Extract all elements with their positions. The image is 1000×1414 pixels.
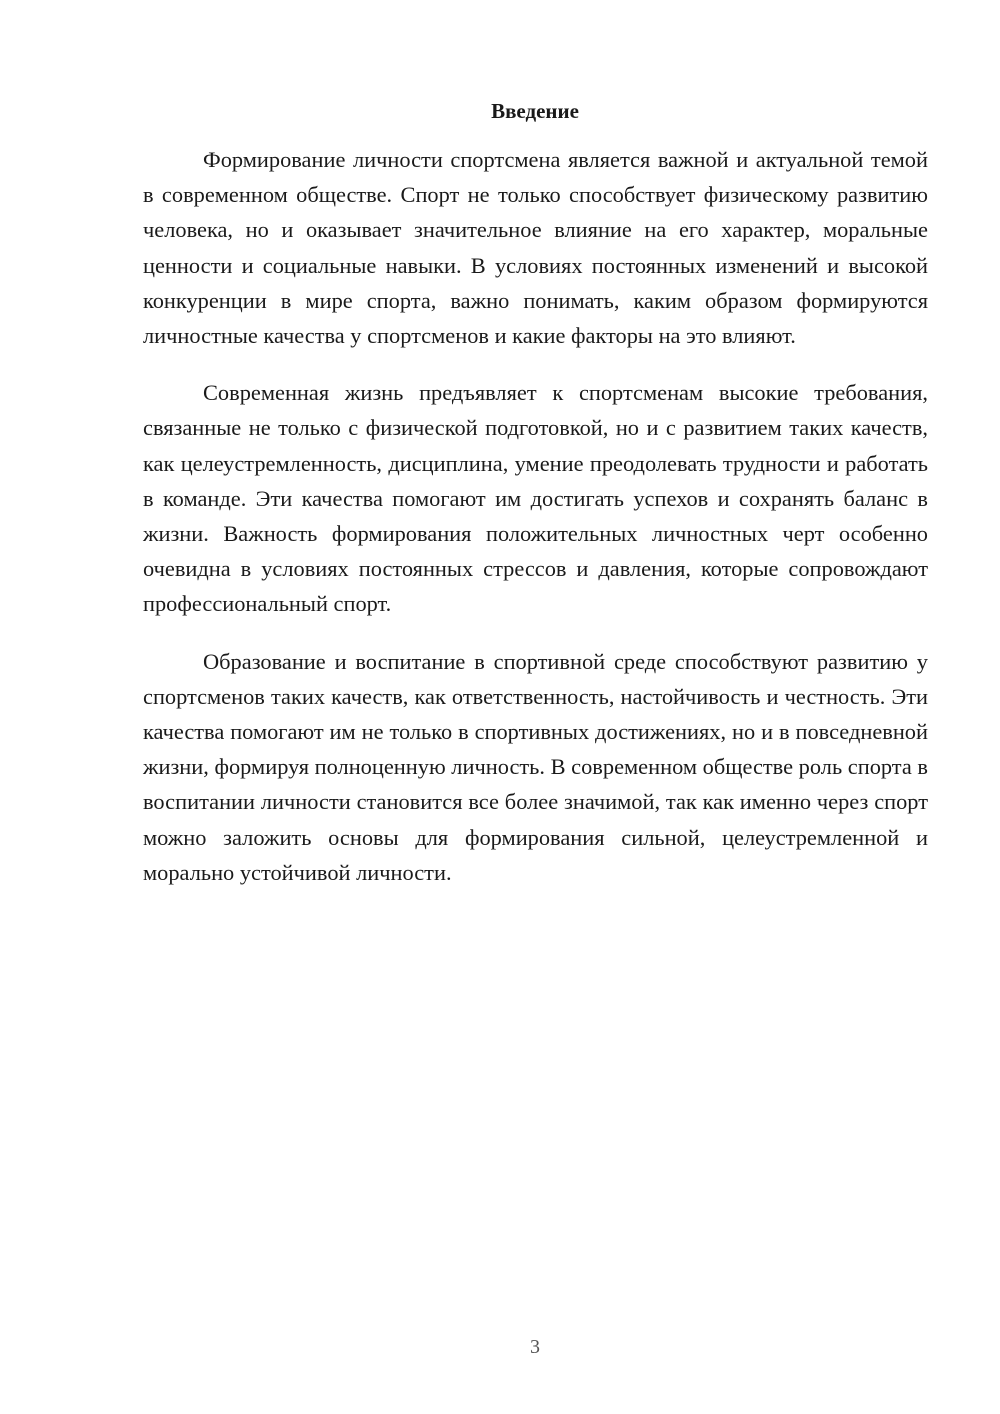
paragraph-3: Образование и воспитание в спортивной среде способствуют развитию у спортсменов таких качеств, как ответственность, настойчивость и честность. Эти качества помогают им не только в спортивных достижениях, но и в повседневной жизни, формируя полноценную личность. В современном обществе роль спорта в воспитании личности становится все более значимой, так как именно через спорт можно заложить основы для формирования сильной, целеустремленной и морально устойчивой личности. [143,648,928,885]
page-title: Введение [491,99,579,123]
paragraph-1: Формирование личности спортсмена является важной и актуальной темой в современном обществе. Спорт не только способствует физическому развитию человека, но и оказывает значительное влияние на его характер, моральные ценности и социальные навыки. В условиях постоянных изменений и высокой конкуренции в мире спорта, важно понимать, каким образом формируются личностные качества у спортсменов и какие факторы на это влияют. [143,147,928,349]
body-text [143,142,928,912]
paragraph-2: Современная жизнь предъявляет к спортсменам высокие требования, связанные не только с физической подготовкой, но и с развитием таких качеств, как целеустремленность, дисциплина, умение преодолевать трудности и работать в команде. Эти качества помогают им достигать успехов и сохранять баланс в жизни. Важность формирования положительных личностных черт особенно очевидна в условиях постоянных стрессов и давления, которые сопровождают профессиональный спорт. [143,380,928,617]
page-number: 3 [530,1336,540,1358]
